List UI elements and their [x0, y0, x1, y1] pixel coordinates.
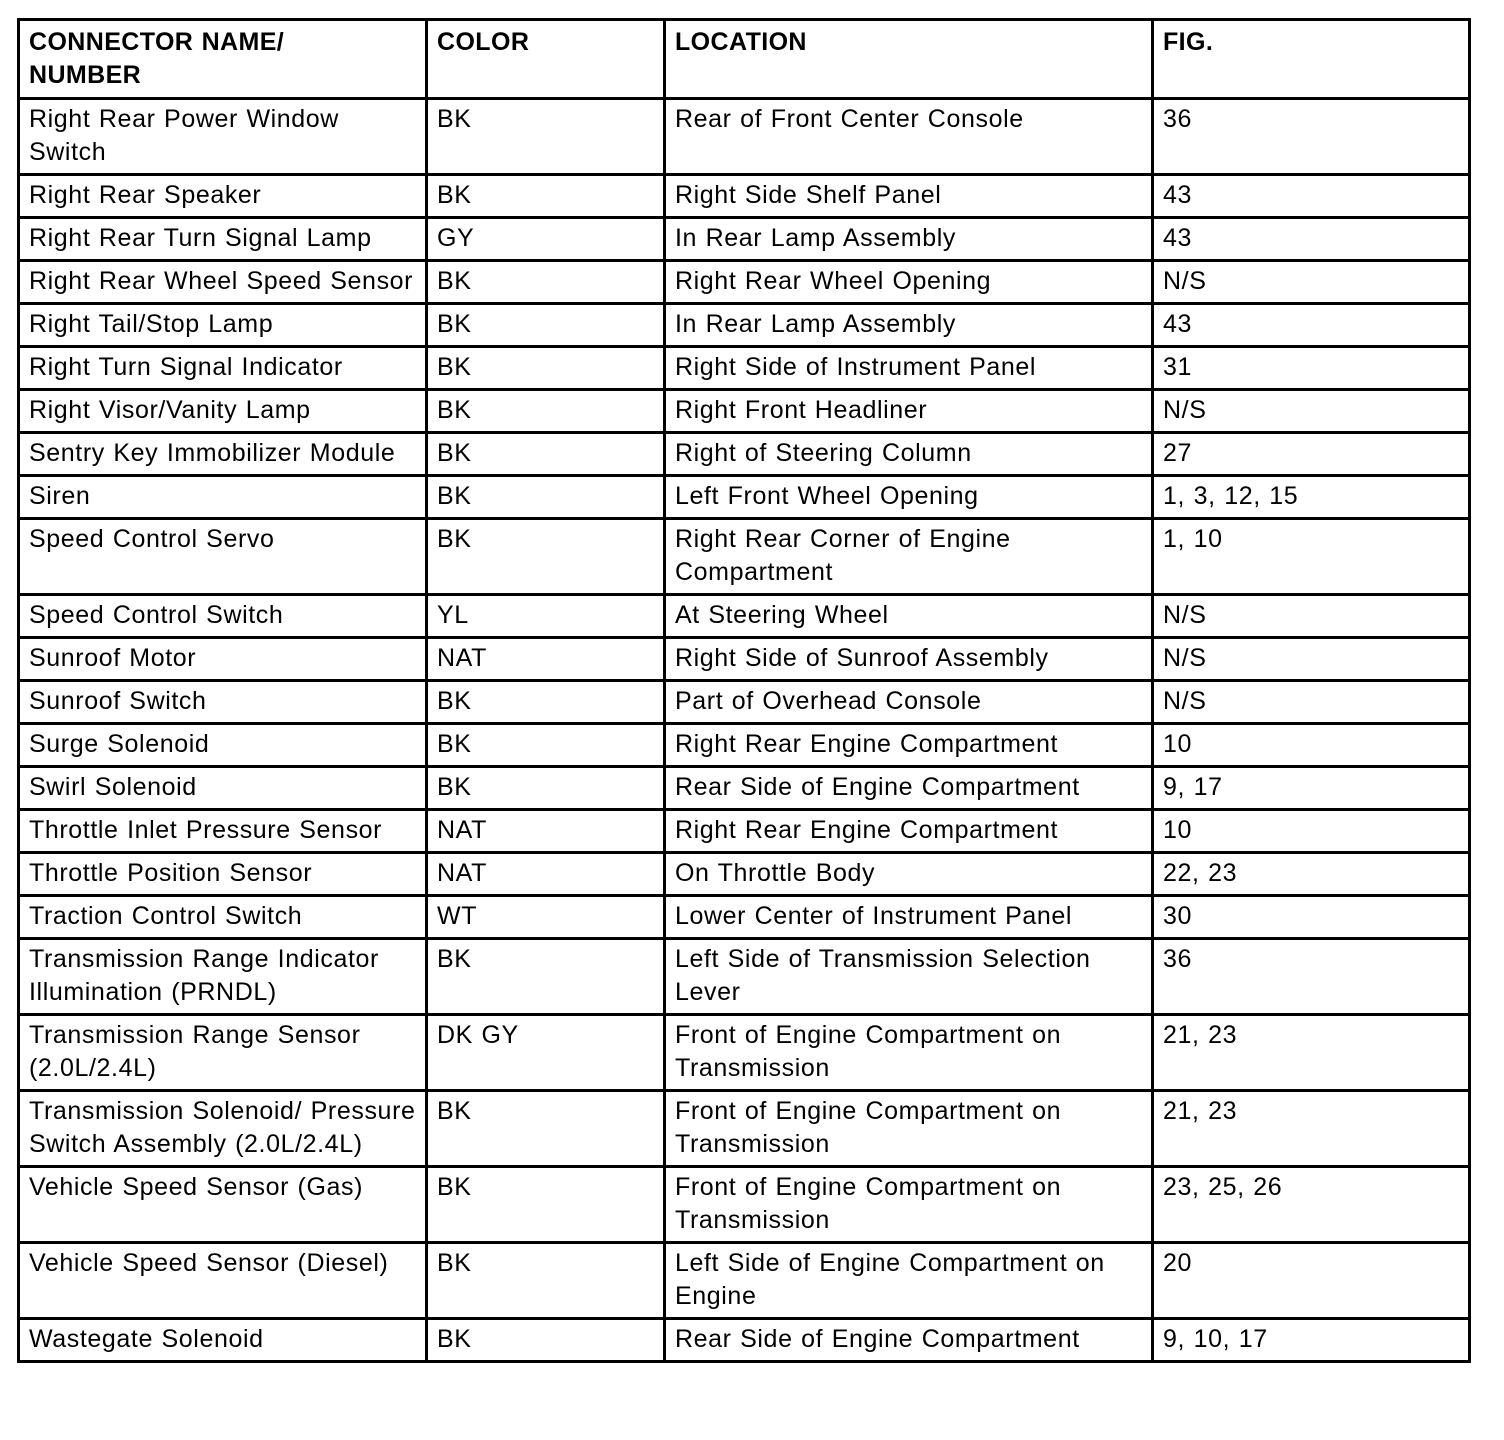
cell-color: BK	[427, 939, 665, 1015]
cell-color: WT	[427, 896, 665, 939]
table-row	[19, 810, 1470, 853]
table-row	[19, 218, 1470, 261]
cell-connector-name: Wastegate Solenoid	[19, 1319, 427, 1362]
cell-connector-name: Transmission Range Indicator Illumination (PRNDL)	[19, 939, 427, 1015]
cell-color: BK	[427, 1167, 665, 1243]
cell-location: Front of Engine Compartment on Transmission	[665, 1015, 1153, 1091]
cell-connector-name: Speed Control Switch	[19, 595, 427, 638]
cell-connector-name: Siren	[19, 476, 427, 519]
cell-color: BK	[427, 1091, 665, 1167]
cell-connector-name: Sunroof Switch	[19, 681, 427, 724]
cell-color: BK	[427, 724, 665, 767]
cell-connector-name: Traction Control Switch	[19, 896, 427, 939]
cell-fig: 43	[1153, 218, 1470, 261]
cell-fig: 23, 25, 26	[1153, 1167, 1470, 1243]
cell-connector-name: Throttle Position Sensor	[19, 853, 427, 896]
cell-connector-name: Throttle Inlet Pressure Sensor	[19, 810, 427, 853]
cell-location: Right Rear Engine Compartment	[665, 724, 1153, 767]
cell-color: BK	[427, 261, 665, 304]
cell-color: NAT	[427, 853, 665, 896]
table-row	[19, 1015, 1470, 1091]
cell-location: Left Front Wheel Opening	[665, 476, 1153, 519]
table-row	[19, 595, 1470, 638]
cell-color: BK	[427, 175, 665, 218]
table-row	[19, 304, 1470, 347]
cell-connector-name: Right Tail/Stop Lamp	[19, 304, 427, 347]
table-row	[19, 476, 1470, 519]
cell-fig: N/S	[1153, 638, 1470, 681]
header-location: LOCATION	[665, 20, 1153, 99]
cell-fig: N/S	[1153, 261, 1470, 304]
cell-color: BK	[427, 347, 665, 390]
cell-location: Right Front Headliner	[665, 390, 1153, 433]
cell-location: Right Rear Corner of Engine Compartment	[665, 519, 1153, 595]
cell-color: NAT	[427, 638, 665, 681]
cell-color: YL	[427, 595, 665, 638]
cell-connector-name: Vehicle Speed Sensor (Diesel)	[19, 1243, 427, 1319]
cell-fig: 36	[1153, 99, 1470, 175]
connector-table	[17, 18, 1471, 1363]
cell-location: Right Side of Sunroof Assembly	[665, 638, 1153, 681]
cell-connector-name: Sentry Key Immobilizer Module	[19, 433, 427, 476]
cell-location: Front of Engine Compartment on Transmission	[665, 1167, 1153, 1243]
table-row	[19, 939, 1470, 1015]
cell-location: Right Rear Wheel Opening	[665, 261, 1153, 304]
header-name-line1: CONNECTOR NAME/	[29, 28, 285, 56]
header-color: COLOR	[427, 20, 665, 99]
table-row	[19, 175, 1470, 218]
cell-fig: 9, 10, 17	[1153, 1319, 1470, 1362]
cell-color: BK	[427, 304, 665, 347]
cell-color: BK	[427, 433, 665, 476]
cell-fig: 43	[1153, 175, 1470, 218]
table-header	[19, 20, 1470, 99]
cell-color: BK	[427, 476, 665, 519]
cell-color: GY	[427, 218, 665, 261]
cell-fig: 1, 10	[1153, 519, 1470, 595]
cell-connector-name: Right Visor/Vanity Lamp	[19, 390, 427, 433]
table-row	[19, 390, 1470, 433]
cell-fig: 31	[1153, 347, 1470, 390]
table-row	[19, 1091, 1470, 1167]
cell-location: In Rear Lamp Assembly	[665, 218, 1153, 261]
cell-connector-name: Vehicle Speed Sensor (Gas)	[19, 1167, 427, 1243]
cell-fig: 27	[1153, 433, 1470, 476]
table-row	[19, 724, 1470, 767]
table-row	[19, 347, 1470, 390]
table-row	[19, 896, 1470, 939]
cell-location: Front of Engine Compartment on Transmission	[665, 1091, 1153, 1167]
cell-fig: 21, 23	[1153, 1015, 1470, 1091]
cell-location: Right of Steering Column	[665, 433, 1153, 476]
table-row	[19, 261, 1470, 304]
cell-fig: 20	[1153, 1243, 1470, 1319]
cell-connector-name: Swirl Solenoid	[19, 767, 427, 810]
cell-color: BK	[427, 99, 665, 175]
cell-location: On Throttle Body	[665, 853, 1153, 896]
cell-fig: 22, 23	[1153, 853, 1470, 896]
cell-color: BK	[427, 519, 665, 595]
cell-location: Left Side of Engine Compartment on Engine	[665, 1243, 1153, 1319]
table-body	[19, 99, 1470, 1362]
cell-location: Right Side of Instrument Panel	[665, 347, 1153, 390]
table-row	[19, 433, 1470, 476]
table-row	[19, 99, 1470, 175]
cell-connector-name: Sunroof Motor	[19, 638, 427, 681]
cell-location: At Steering Wheel	[665, 595, 1153, 638]
cell-fig: 10	[1153, 810, 1470, 853]
cell-connector-name: Right Rear Speaker	[19, 175, 427, 218]
table-row	[19, 681, 1470, 724]
cell-connector-name: Right Rear Wheel Speed Sensor	[19, 261, 427, 304]
cell-fig: N/S	[1153, 595, 1470, 638]
table-row	[19, 853, 1470, 896]
cell-color: BK	[427, 767, 665, 810]
cell-color: DK GY	[427, 1015, 665, 1091]
cell-location: Right Side Shelf Panel	[665, 175, 1153, 218]
header-fig: FIG.	[1153, 20, 1470, 99]
cell-fig: 30	[1153, 896, 1470, 939]
cell-fig: 1, 3, 12, 15	[1153, 476, 1470, 519]
cell-color: BK	[427, 390, 665, 433]
cell-location: Part of Overhead Console	[665, 681, 1153, 724]
cell-connector-name: Right Rear Turn Signal Lamp	[19, 218, 427, 261]
cell-fig: 36	[1153, 939, 1470, 1015]
cell-location: Rear Side of Engine Compartment	[665, 1319, 1153, 1362]
cell-location: Rear of Front Center Console	[665, 99, 1153, 175]
header-connector-name	[19, 20, 427, 99]
cell-connector-name: Surge Solenoid	[19, 724, 427, 767]
cell-location: Rear Side of Engine Compartment	[665, 767, 1153, 810]
cell-connector-name: Right Turn Signal Indicator	[19, 347, 427, 390]
header-row	[19, 20, 1470, 99]
table-row	[19, 519, 1470, 595]
cell-color: BK	[427, 1319, 665, 1362]
cell-fig: N/S	[1153, 390, 1470, 433]
header-name-line2: NUMBER	[29, 61, 142, 89]
cell-fig: 21, 23	[1153, 1091, 1470, 1167]
cell-location: In Rear Lamp Assembly	[665, 304, 1153, 347]
cell-location: Lower Center of Instrument Panel	[665, 896, 1153, 939]
cell-connector-name: Transmission Solenoid/ Pressure Switch Assembly (2.0L/2.4L)	[19, 1091, 427, 1167]
cell-fig: 9, 17	[1153, 767, 1470, 810]
cell-color: NAT	[427, 810, 665, 853]
cell-location: Left Side of Transmission Selection Lever	[665, 939, 1153, 1015]
cell-fig: 10	[1153, 724, 1470, 767]
cell-color: BK	[427, 1243, 665, 1319]
table-row	[19, 767, 1470, 810]
table-row	[19, 1319, 1470, 1362]
table-row	[19, 638, 1470, 681]
cell-connector-name: Transmission Range Sensor (2.0L/2.4L)	[19, 1015, 427, 1091]
table-row	[19, 1167, 1470, 1243]
cell-fig: 43	[1153, 304, 1470, 347]
cell-connector-name: Right Rear Power Window Switch	[19, 99, 427, 175]
table-row	[19, 1243, 1470, 1319]
cell-color: BK	[427, 681, 665, 724]
cell-fig: N/S	[1153, 681, 1470, 724]
cell-location: Right Rear Engine Compartment	[665, 810, 1153, 853]
cell-connector-name: Speed Control Servo	[19, 519, 427, 595]
